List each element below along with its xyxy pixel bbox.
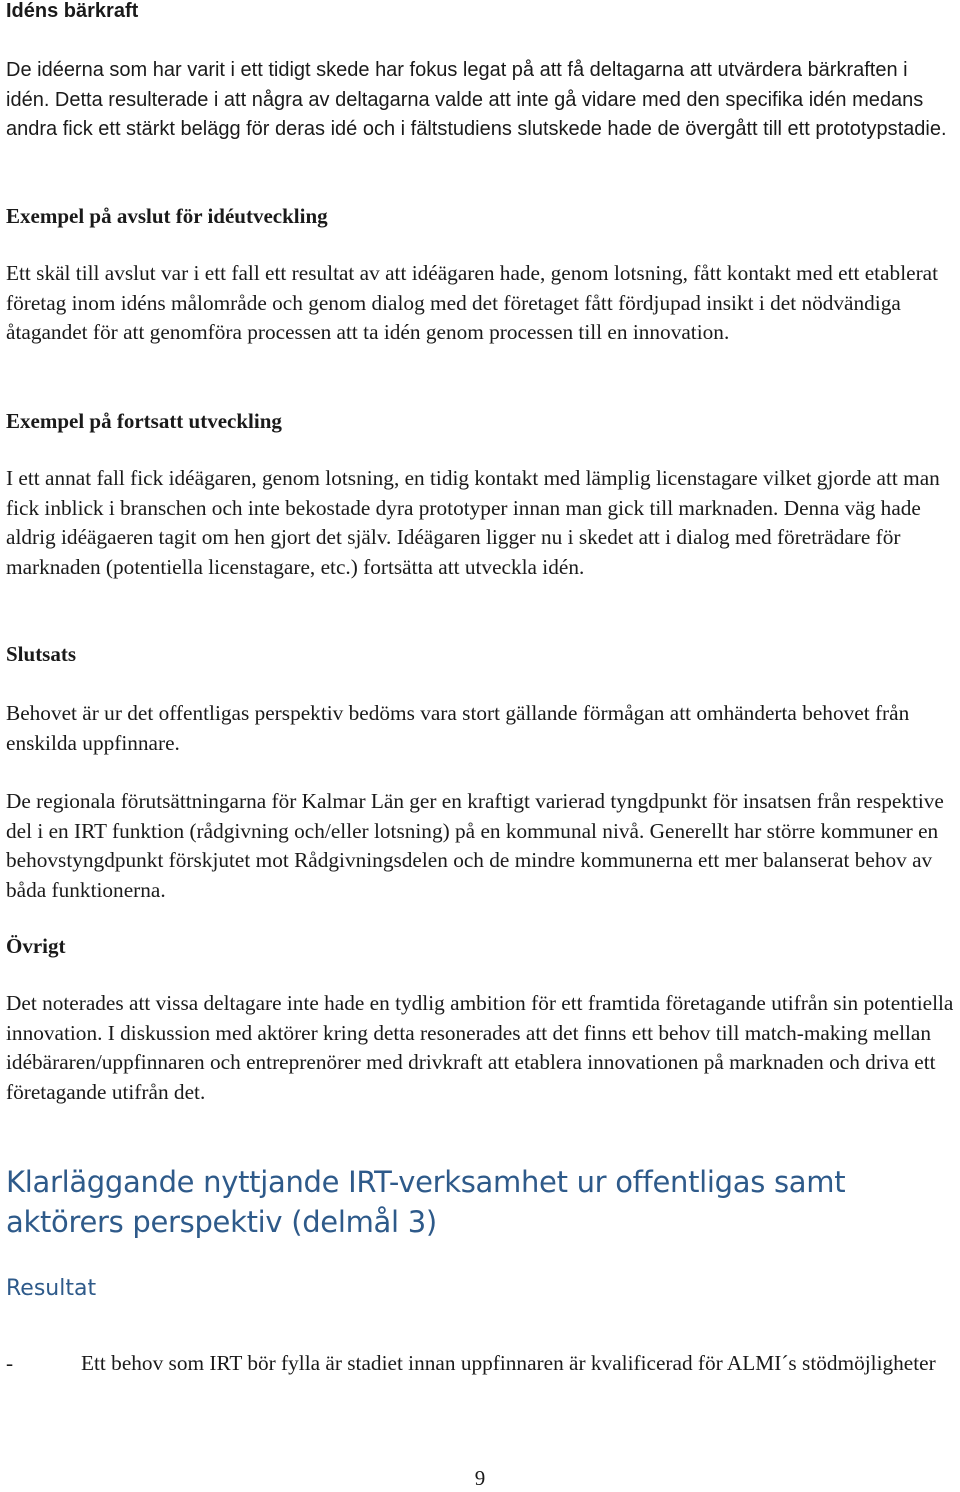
subheading-results: Resultat <box>6 1276 97 1301</box>
paragraph-ideas-strength: De idéerna som har varit i ett tidigt skede har fokus legat på att få deltagarna att utvärdera bärkraften i idén. Detta resulterade i att några av deltagarna valde att inte gå vidare med den specifika idén medans andra fick ett stärkt belägg för deras idé och i fältstudiens slutskede hade de övergått till ett prototypstadie. <box>6 59 947 140</box>
list-item-text: Ett behov som IRT bör fylla är stadiet innan uppfinnaren är kvalificerad för ALMI´s stödmöjligheter <box>81 1351 936 1375</box>
paragraph-example-end: Ett skäl till avslut var i ett fall ett resultat av att idéägaren hade, genom lotsning, fått kontakt med ett etablerat företag inom idéns målområde och genom dialog med det företaget fått fördjupad insikt i det nödvändiga åtagandet för att genomföra processen att ta idén genom processen till en innovation. <box>6 261 939 344</box>
chapter-heading-clarifying: Klarläggande nyttjande IRT-verksamhet ur offentligas samt aktörers perspektiv (delmål 3) <box>6 1165 846 1239</box>
section-heading-conclusion: Slutsats <box>6 642 77 666</box>
paragraph-conclusion-2: De regionala förutsättningarna för Kalmar Län ger en kraftigt varierad tyngdpunkt för insatsen från respektive del i en IRT funktion (rådgivning och/eller lotsning) på en kommunal nivå. Generellt har större kommuner en behovstyngdpunkt förskjutet mot Rådgivningsdelen och de mindre kommunerna ett mer balanserat behov av båda funktionerna. <box>6 789 944 902</box>
section-heading-ideas-strength: Idéns bärkraft <box>6 0 139 22</box>
paragraph-conclusion-1: Behovet är ur det offentligas perspektiv bedöms vara stort gällande förmågan att omhänderta behovet från enskilda uppfinnare. <box>6 701 910 755</box>
paragraph-example-continued: I ett annat fall fick idéägaren, genom lotsning, en tidig kontakt med lämplig licenstagare vilket gjorde att man fick inblick i branschen och inte bekostade dyra prototyper innan man gick till marknaden. Denna väg hade aldrig idéägaeren tagit om hen gjort det själv. Idéägaren ligger nu i skedet att i dialog med företrädare för marknaden (potentiella licenstagare, etc.) fortsätta att utveckla idén. <box>6 466 940 579</box>
bullet-dash: - <box>6 1351 14 1375</box>
section-heading-other: Övrigt <box>6 934 66 958</box>
section-heading-example-continued: Exempel på fortsatt utveckling <box>6 409 282 433</box>
paragraph-other: Det noterades att vissa deltagare inte hade en tydlig ambition för ett framtida företagande utifrån sin potentiella innovation. I diskussion med aktörer kring detta resonerades att det finns ett behov till match-making mellan idébäraren/uppfinnaren och entreprenörer med drivkraft att etablera innovationen på marknaden och driva ett företagande utifrån det. <box>6 991 954 1104</box>
section-heading-example-end: Exempel på avslut för idéutveckling <box>6 204 328 228</box>
page-number: 9 <box>474 1466 486 1490</box>
